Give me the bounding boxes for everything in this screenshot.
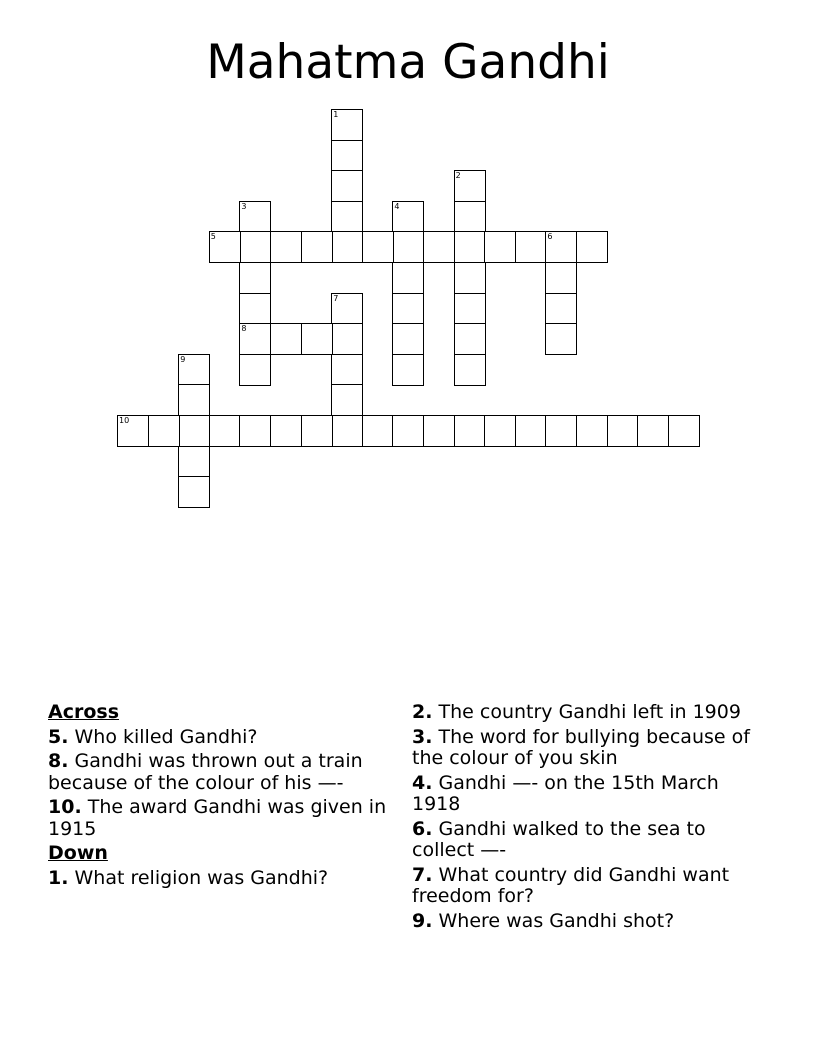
clue-number: 10. [48, 796, 82, 818]
crossword-cell[interactable] [331, 109, 363, 141]
clue-text: Where was Gandhi shot? [438, 909, 675, 932]
crossword-cell[interactable] [239, 231, 271, 263]
crossword-cell[interactable] [331, 293, 363, 325]
crossword-cell[interactable] [545, 323, 577, 355]
crossword-cell[interactable] [576, 231, 608, 263]
crossword-cell[interactable] [178, 415, 210, 447]
crossword-cell[interactable] [331, 384, 363, 416]
cell-number: 8 [241, 324, 247, 334]
crossword-cell[interactable] [454, 293, 486, 325]
clue-text: What country did Gandhi want freedom for? [412, 863, 730, 907]
crossword-cell[interactable] [454, 323, 486, 355]
crossword-cell[interactable] [637, 415, 669, 447]
clue-number: 1. [48, 866, 69, 889]
crossword-cell[interactable] [607, 415, 639, 447]
crossword-cell[interactable] [515, 231, 547, 263]
clue-number: 9. [412, 909, 433, 932]
crossword-cell[interactable] [331, 354, 363, 386]
crossword-cell[interactable] [423, 415, 455, 447]
cell-number: 7 [333, 293, 339, 303]
crossword-cell[interactable] [576, 415, 608, 447]
cell-number: 10 [119, 416, 130, 425]
crossword-cell[interactable] [178, 354, 210, 386]
crossword-cell[interactable] [178, 384, 210, 416]
crossword-cell[interactable] [178, 476, 210, 508]
cell-number: 3 [241, 201, 247, 211]
crossword-cell[interactable] [484, 231, 516, 263]
crossword-cell[interactable] [392, 262, 424, 294]
crossword-cell[interactable] [454, 415, 486, 447]
clue-number: 3. [412, 725, 433, 748]
crossword-cell[interactable] [148, 415, 180, 447]
crossword-cell[interactable] [301, 231, 333, 263]
cell-number: 6 [547, 232, 553, 242]
crossword-cell[interactable] [484, 415, 516, 447]
cell-number: 1 [333, 110, 339, 119]
down-clue-2 [412, 702, 762, 724]
crossword-cell[interactable] [178, 446, 210, 478]
crossword-cell[interactable] [362, 415, 394, 447]
crossword-cell[interactable] [454, 262, 486, 294]
crossword-cell[interactable] [545, 262, 577, 294]
down-clue-7 [412, 865, 762, 908]
crossword-cell[interactable] [362, 231, 394, 263]
clue-text: Gandhi —- on the 15th March 1918 [412, 771, 719, 815]
down-clue-4 [412, 773, 762, 816]
crossword-cell[interactable] [545, 231, 577, 263]
down-clue-3 [412, 727, 762, 770]
crossword-cell[interactable] [239, 354, 271, 386]
crossword-cell[interactable] [270, 415, 302, 447]
crossword-cell[interactable] [392, 293, 424, 325]
crossword-cell[interactable] [454, 170, 486, 202]
crossword-cell[interactable] [454, 354, 486, 386]
down-clue-1 [48, 868, 396, 890]
crossword-cell[interactable] [545, 415, 577, 447]
crossword-cell[interactable] [423, 231, 455, 263]
crossword-cell[interactable] [392, 323, 424, 355]
crossword-cell[interactable] [392, 231, 424, 263]
crossword-cell[interactable] [239, 262, 271, 294]
clue-text: The country Gandhi left in 1909 [438, 701, 741, 723]
crossword-cell[interactable] [331, 415, 363, 447]
crossword-cell[interactable] [392, 201, 424, 233]
cell-number: 4 [394, 201, 400, 211]
clue-number: 4. [412, 771, 433, 794]
crossword-cell[interactable] [331, 170, 363, 202]
crossword-cell[interactable] [454, 231, 486, 263]
crossword-cell[interactable] [270, 323, 302, 355]
across-clue-8 [48, 751, 396, 794]
crossword-cell[interactable] [545, 293, 577, 325]
crossword-cell[interactable] [392, 415, 424, 447]
page-title: Mahatma Gandhi [206, 35, 610, 90]
crossword-cell[interactable] [209, 415, 241, 447]
crossword-cell[interactable] [301, 323, 333, 355]
crossword-cell[interactable] [239, 323, 271, 355]
crossword-cell[interactable] [331, 140, 363, 172]
crossword-cell[interactable] [239, 201, 271, 233]
clue-text: The word for bullying because of the colour of you skin [412, 725, 750, 769]
crossword-cell[interactable] [239, 415, 271, 447]
cell-number: 9 [180, 354, 186, 364]
crossword-cell[interactable] [301, 415, 333, 447]
clue-text: Gandhi was thrown out a train because of the colour of his —- [48, 750, 363, 794]
clues-column-left [48, 702, 396, 892]
crossword-cell[interactable] [270, 231, 302, 263]
crossword-cell[interactable] [392, 354, 424, 386]
clue-text: What religion was Gandhi? [74, 866, 329, 889]
crossword-cell[interactable] [331, 323, 363, 355]
crossword-cell[interactable] [239, 293, 271, 325]
clue-text: Who killed Gandhi? [74, 725, 258, 748]
crossword-cell[interactable] [331, 201, 363, 233]
across-heading: Across [48, 701, 120, 723]
clue-number: 2. [412, 701, 433, 723]
down-clue-6 [412, 819, 762, 862]
across-clue-5 [48, 727, 396, 749]
down-clue-9 [412, 911, 762, 933]
clue-text: The award Gandhi was given in 1915 [48, 796, 387, 840]
crossword-cell[interactable] [331, 231, 363, 263]
across-clue-10 [48, 797, 396, 840]
clue-number: 5. [48, 725, 69, 748]
crossword-cell[interactable] [515, 415, 547, 447]
crossword-cell[interactable] [209, 231, 241, 263]
clue-number: 6. [412, 817, 433, 840]
clue-number: 8. [48, 750, 69, 772]
cell-number: 2 [455, 171, 461, 181]
cell-number: 5 [210, 232, 216, 242]
clue-number: 7. [412, 863, 433, 886]
crossword-cell[interactable] [117, 415, 149, 447]
clue-text: Gandhi walked to the sea to collect —- [412, 817, 706, 861]
crossword-cell[interactable] [454, 201, 486, 233]
down-heading: Down [48, 842, 108, 864]
clues-column-right [412, 702, 762, 935]
crossword-cell[interactable] [668, 415, 700, 447]
